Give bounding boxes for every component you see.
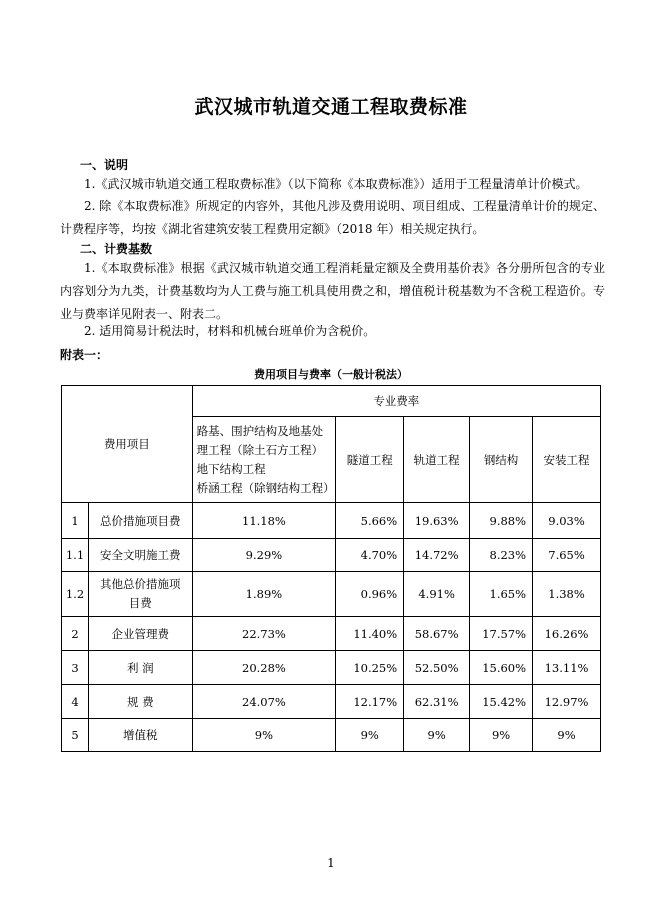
row-number: 1.1 (62, 539, 89, 572)
section-heading-explanation: 一、说明 (80, 158, 129, 172)
rate-cell: 12.17% (336, 685, 404, 719)
rate-cell: 1.65% (470, 572, 533, 617)
rate-cell: 15.42% (470, 685, 533, 719)
row-number: 2 (62, 617, 89, 651)
rate-cell: 9% (192, 719, 336, 752)
table-row (62, 572, 601, 617)
rate-cell: 4.91% (404, 572, 470, 617)
rate-cell: 62.31% (404, 685, 470, 719)
rate-cell: 7.65% (533, 539, 601, 572)
row-item-name: 规 费 (88, 685, 192, 719)
rate-cell: 15.60% (470, 651, 533, 685)
table-row (62, 719, 601, 752)
rate-cell: 9.29% (192, 539, 336, 572)
rate-cell: 4.70% (336, 539, 404, 572)
row-item-name-line: 其他总价措施项 (100, 577, 181, 591)
rate-cell: 9.03% (533, 503, 601, 539)
header-col-subgrade-line: 桥涵工程（除钢结构工程） (196, 480, 335, 495)
table-row (62, 685, 601, 719)
rate-cell: 12.97% (533, 685, 601, 719)
section-heading-basis: 二、计费基数 (80, 242, 153, 256)
row-item-name: 安全文明施工费 (88, 539, 192, 572)
paragraph-basis: 1.《本取费标准》根据《武汉城市轨道交通工程消耗量定额及全费用基价表》各分册所包含的专业内容划分为九类，计费基数均为人工费与施工机具使用费之和，增值税计税基数为不含税工程造价。专业与费率详见附表一、附表二。 (60, 261, 605, 321)
paragraph-simplified-tax: 2. 适用简易计税法时，材料和机械台班单价为含税价。 (84, 324, 376, 338)
document-title: 武汉城市轨道交通工程取费标准 (194, 96, 468, 118)
page-number: 1 (327, 856, 335, 870)
rate-cell: 11.40% (336, 617, 404, 651)
rate-cell: 14.72% (404, 539, 470, 572)
rate-cell: 11.18% (192, 503, 336, 539)
row-number: 5 (62, 719, 89, 752)
rate-cell: 22.73% (192, 617, 336, 651)
header-col-track: 轨道工程 (404, 417, 470, 503)
paragraph-scope: 1.《武汉城市轨道交通工程取费标准》（以下简称《本取费标准》）适用于工程量清单计价模式。 (84, 177, 588, 191)
rate-cell: 0.96% (336, 572, 404, 617)
row-item-name-line: 目费 (128, 596, 152, 610)
appendix-label: 附表一： (60, 348, 109, 362)
header-col-subgrade-line: 路基、围护结构及地基处 (196, 423, 324, 438)
table-row (62, 539, 601, 572)
rate-cell: 58.67% (404, 617, 470, 651)
row-number: 3 (62, 651, 89, 685)
rate-cell: 13.11% (533, 651, 601, 685)
row-item-name (88, 572, 192, 617)
header-col-steel: 钢结构 (470, 417, 533, 503)
header-col-tunnel: 隧道工程 (336, 417, 404, 503)
header-col-installation: 安装工程 (533, 417, 601, 503)
rate-cell: 17.57% (470, 617, 533, 651)
row-item-name: 利 润 (88, 651, 192, 685)
table-row (62, 617, 601, 651)
rate-cell: 5.66% (336, 503, 404, 539)
table-caption: 费用项目与费率（一般计税法） (254, 368, 408, 381)
row-item-name: 增值税 (88, 719, 192, 752)
row-item-name: 总价措施项目费 (88, 503, 192, 539)
header-professional-rates: 专业费率 (192, 386, 600, 417)
header-col-subgrade-line: 理工程（除土石方工程） (196, 442, 324, 457)
fee-rate-table (61, 385, 601, 752)
table-row (62, 651, 601, 685)
rate-cell: 8.23% (470, 539, 533, 572)
paragraph-other-rules: 2. 除《本取费标准》所规定的内容外，其他凡涉及费用说明、项目组成、工程量清单计价的规定、计费程序等，均按《湖北省建筑安装工程费用定额》（2018 年）相关规定执行。 (60, 199, 605, 236)
header-col-subgrade-line: 地下结构工程 (196, 461, 266, 476)
row-number: 4 (62, 685, 89, 719)
rate-cell: 19.63% (404, 503, 470, 539)
rate-cell: 1.89% (192, 572, 336, 617)
rate-cell: 9% (533, 719, 601, 752)
row-item-name: 企业管理费 (88, 617, 192, 651)
table-row (62, 503, 601, 539)
rate-cell: 9% (336, 719, 404, 752)
rate-cell: 24.07% (192, 685, 336, 719)
row-number: 1.2 (62, 572, 89, 617)
rate-cell: 20.28% (192, 651, 336, 685)
header-col-subgrade (192, 417, 336, 503)
rate-cell: 52.50% (404, 651, 470, 685)
row-number: 1 (62, 503, 89, 539)
rate-cell: 10.25% (336, 651, 404, 685)
rate-cell: 1.38% (533, 572, 601, 617)
rate-cell: 16.26% (533, 617, 601, 651)
header-fee-item: 费用项目 (62, 386, 193, 503)
rate-cell: 9.88% (470, 503, 533, 539)
table-header-row (62, 386, 601, 417)
rate-cell: 9% (470, 719, 533, 752)
rate-cell: 9% (404, 719, 470, 752)
